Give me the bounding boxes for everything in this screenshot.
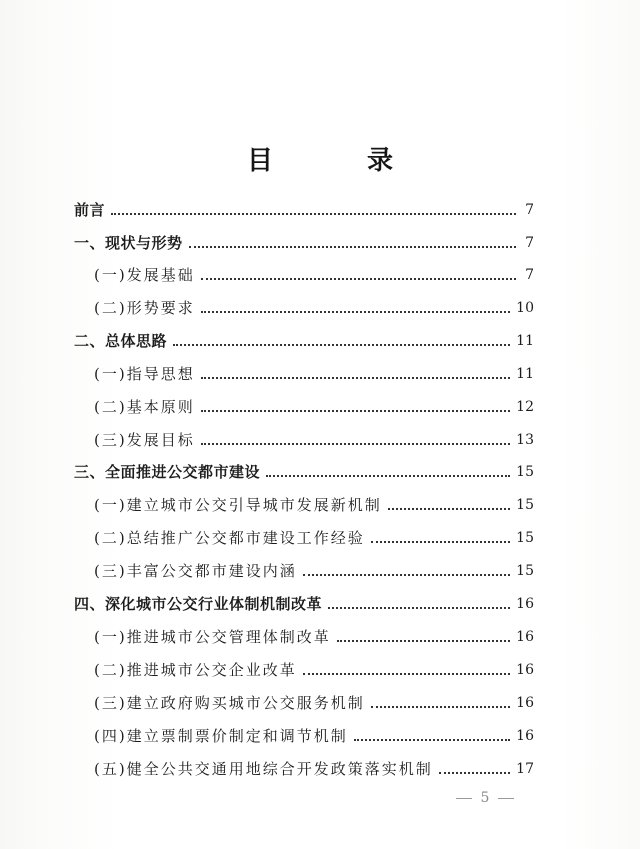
footer-dash-left — [456, 798, 472, 799]
toc-entry-label: (一)推进城市公交管理体制改革 — [94, 628, 331, 646]
toc-entry[interactable] — [94, 426, 534, 450]
toc-entry[interactable] — [74, 229, 534, 253]
leader-dots — [189, 246, 516, 248]
toc-entry[interactable] — [94, 491, 534, 515]
toc-entry[interactable] — [94, 557, 534, 581]
toc-entry[interactable] — [74, 327, 534, 351]
toc-entry-label: (四)建立票制票价制定和调节机制 — [94, 727, 348, 745]
toc-entry-label: (一)建立城市公交引导城市发展新机制 — [94, 496, 382, 514]
toc-entry-page: 10 — [516, 300, 534, 316]
toc-entry-page: 15 — [516, 497, 534, 513]
footer-dash-right — [498, 798, 514, 799]
toc-entry-page: 16 — [516, 629, 534, 645]
toc-entry-page: 16 — [516, 695, 534, 711]
toc-entry-page: 7 — [525, 235, 534, 251]
toc-entry[interactable] — [74, 196, 534, 220]
leader-dots — [328, 607, 510, 609]
toc-entry[interactable] — [94, 623, 534, 647]
toc-entry-page: 16 — [516, 662, 534, 678]
toc-entry-label: (五)健全公共交通用地综合开发政策落实机制 — [94, 760, 433, 778]
toc-entry[interactable] — [94, 393, 534, 417]
leader-dots — [354, 739, 510, 741]
toc-entry-page: 7 — [525, 202, 534, 218]
leader-dots — [371, 706, 510, 708]
leader-dots — [266, 475, 510, 477]
toc-entry[interactable] — [94, 722, 534, 746]
leader-dots — [201, 278, 516, 280]
toc-entry-label: 二、总体思路 — [74, 332, 168, 350]
toc-entry[interactable] — [94, 755, 534, 779]
toc-entry-page: 15 — [516, 464, 534, 480]
toc-entry-page: 17 — [516, 761, 534, 777]
toc-entry-label: (二)基本原则 — [94, 398, 195, 416]
toc-entry-page: 13 — [516, 432, 534, 448]
leader-dots — [201, 410, 510, 412]
toc-entry-page: 12 — [516, 399, 534, 415]
toc-entry-label: 一、现状与形势 — [74, 234, 183, 252]
toc-entry[interactable] — [94, 261, 534, 285]
toc-entry-label: 前言 — [74, 201, 106, 219]
toc-entry-page: 7 — [525, 267, 534, 283]
toc-entry-label: (二)形势要求 — [94, 299, 195, 317]
toc-entry-label: (三)丰富公交都市建设内涵 — [94, 562, 297, 580]
toc-entry-page: 11 — [516, 333, 534, 349]
toc-entry-label: (二)总结推广公交都市建设工作经验 — [94, 529, 365, 547]
leader-dots — [388, 508, 510, 510]
toc-entry[interactable] — [94, 689, 534, 713]
toc-entry-label: (一)发展基础 — [94, 266, 195, 284]
toc-entry-label: (二)推进城市公交企业改革 — [94, 661, 297, 679]
toc-entry-page: 11 — [516, 366, 534, 382]
leader-dots — [303, 574, 510, 576]
leader-dots — [337, 640, 510, 642]
page-title: 目 录 — [246, 146, 427, 176]
toc-entry[interactable] — [94, 360, 534, 384]
toc-entry-page: 16 — [516, 728, 534, 744]
toc-entry[interactable] — [74, 458, 534, 482]
toc-entry-label: (一)指导思想 — [94, 365, 195, 383]
toc-entry-label: 三、全面推进公交都市建设 — [74, 463, 261, 481]
toc-entry-label: 四、深化城市公交行业体制机制改革 — [74, 595, 323, 613]
leader-dots — [439, 772, 510, 774]
leader-dots — [371, 541, 510, 543]
leader-dots — [201, 443, 510, 445]
toc-entry[interactable] — [94, 524, 534, 548]
page-number: 5 — [480, 790, 490, 806]
toc-entry[interactable] — [94, 294, 534, 318]
toc-entry-page: 16 — [516, 596, 534, 612]
leader-dots — [111, 213, 516, 215]
leader-dots — [173, 344, 510, 346]
toc-entry-page: 15 — [516, 563, 534, 579]
toc-entry[interactable] — [94, 656, 534, 680]
toc-entry[interactable] — [74, 590, 534, 614]
leader-dots — [201, 311, 510, 313]
leader-dots — [201, 377, 510, 379]
toc-entry-label: (三)发展目标 — [94, 431, 195, 449]
toc-entry-label: (三)建立政府购买城市公交服务机制 — [94, 694, 365, 712]
page-footer — [440, 790, 530, 806]
leader-dots — [303, 673, 510, 675]
toc-entry-page: 15 — [516, 530, 534, 546]
